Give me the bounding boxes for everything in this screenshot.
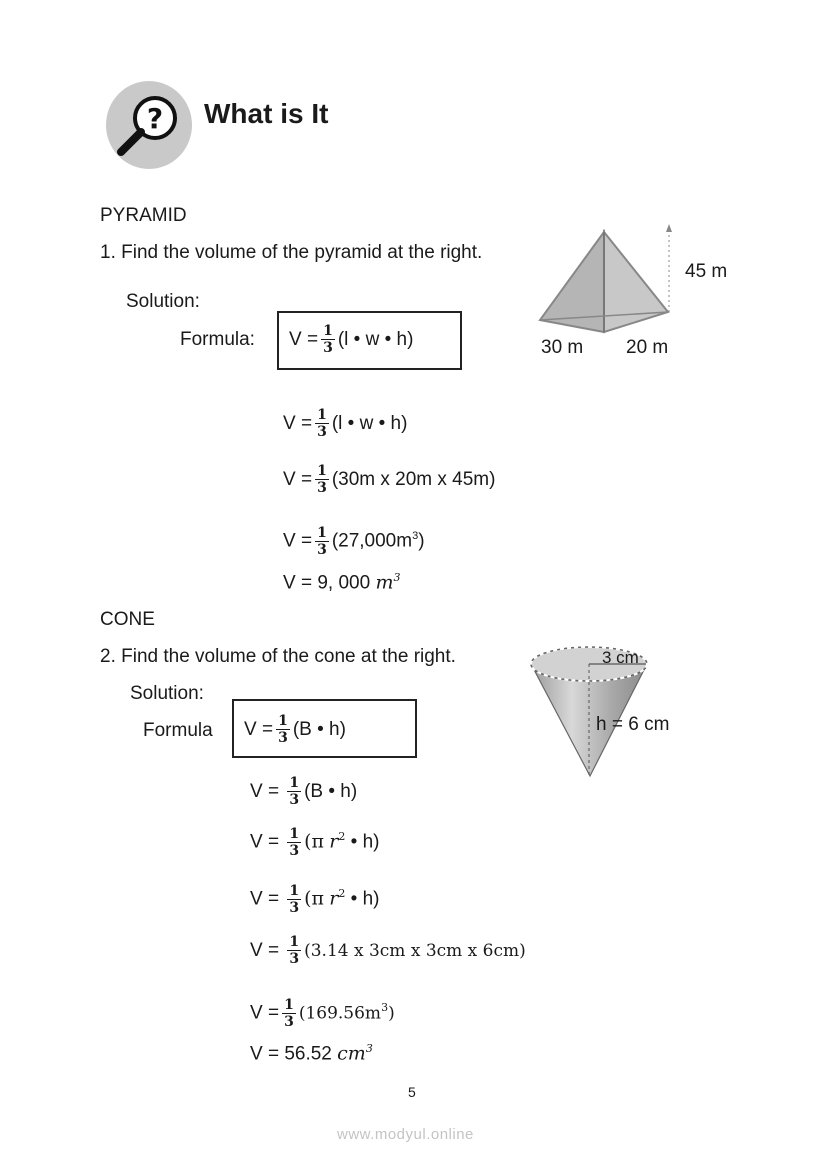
section-label-cone: CONE	[100, 609, 155, 630]
pyramid-answer: V = 9, 000 $m^3$	[283, 571, 401, 594]
pyramid-length-label: 30 m	[541, 337, 584, 358]
svg-text:?: ?	[146, 102, 164, 135]
cone-step-4: V = $\frac{1}{3}$ (3.14 x 3cm x 3cm x 6cm)	[250, 934, 526, 968]
solution-label-1: Solution:	[126, 291, 200, 312]
pyramid-figure	[532, 220, 682, 345]
cone-step-3: V = $\frac{1}{3}$ (π $r^2$ • h)	[250, 882, 380, 916]
cone-step-1: V = $\frac{1}{3}$ (B • h)	[250, 775, 358, 809]
formula-pyramid: V = $\frac{1}{3}$ (l • w • h)	[289, 323, 414, 357]
pyramid-step-3: V = $\frac{1}{3}$ $(27,000m^3)$	[283, 524, 425, 558]
header-icon-badge	[105, 80, 193, 170]
pyramid-height-label: 45 m	[685, 261, 728, 282]
watermark: www.modyul.online	[337, 1126, 474, 1143]
pyramid-step-2: V = $\frac{1}{3}$ (30m x 20m x 45m)	[283, 463, 496, 497]
cone-step-2: V = $\frac{1}{3}$ (π $r^2$ • h)	[250, 825, 380, 859]
formula-label-1: Formula:	[180, 329, 255, 350]
question-2: 2. Find the volume of the cone at the right.	[100, 646, 456, 667]
page-number: 5	[408, 1084, 416, 1100]
formula-label-2: Formula	[143, 720, 213, 741]
pyramid-step-1: V = $\frac{1}{3}$ (l • w • h)	[283, 407, 408, 441]
magnifier-question-icon	[105, 80, 193, 170]
cone-radius-label: 3 cm	[602, 648, 639, 667]
pyramid-width-label: 20 m	[626, 337, 669, 358]
solution-label-2: Solution:	[130, 683, 204, 704]
cone-answer: V = 56.52 $cm^3$	[250, 1042, 373, 1065]
section-label-pyramid: PYRAMID	[100, 205, 187, 226]
formula-cone: V = $\frac{1}{3}$ (B • h)	[244, 713, 346, 747]
cone-step-5: V = $\frac{1}{3}$ $(169.56m^3)$	[250, 996, 395, 1030]
question-1: 1. Find the volume of the pyramid at the right.	[100, 242, 483, 263]
page-title: What is It	[204, 98, 329, 129]
cone-height-label: h = 6 cm	[596, 714, 670, 735]
